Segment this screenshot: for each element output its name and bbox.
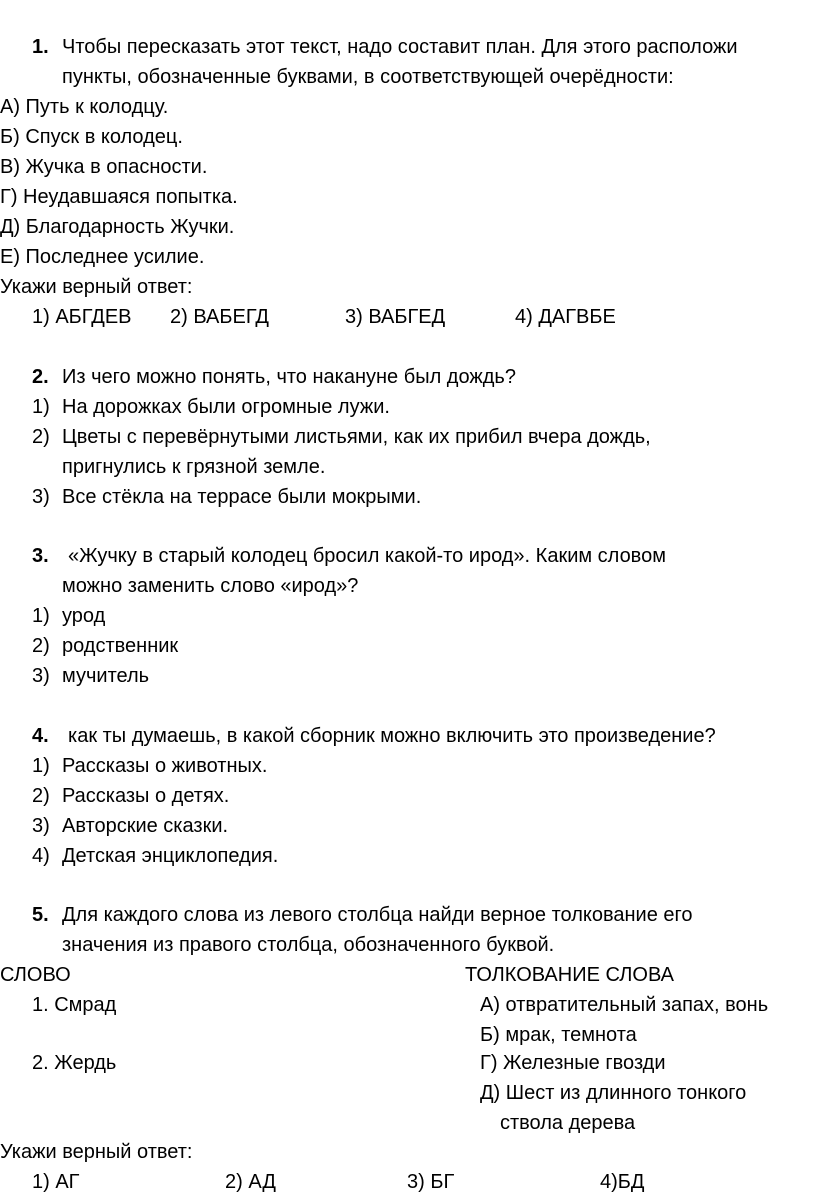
- q3-option-2-number: 2): [32, 635, 50, 657]
- q1-option-3: 3) ВАБГЕД: [345, 306, 446, 328]
- q5-number: 5.: [32, 904, 49, 926]
- q5-meaning-b: Б) мрак, темнота: [480, 1024, 637, 1046]
- q5-text-line2: значения из правого столбца, обозначенного буквой.: [62, 934, 555, 956]
- q1-option-1: 1) АБГДЕВ: [32, 306, 132, 328]
- q5-meaning-a: А) отвратительный запах, вонь: [480, 994, 769, 1016]
- q3-option-1-text: урод: [62, 605, 106, 627]
- q4-option-2-number: 2): [32, 785, 50, 807]
- q5-option-2: 2) АД: [225, 1171, 276, 1193]
- q2-text: Из чего можно понять, что накануне был дождь?: [62, 366, 516, 388]
- q5-meaning-d: Д) Шест из длинного тонкого: [480, 1082, 747, 1104]
- q5-answer-prompt: Укажи верный ответ:: [0, 1141, 193, 1163]
- q1-item-b: Б) Спуск в колодец.: [0, 126, 183, 148]
- q5-word-1: 1. Смрад: [32, 994, 117, 1016]
- q2-option-3-text: Все стёкла на террасе были мокрыми.: [62, 486, 422, 508]
- q2-option-1-text: На дорожках были огромные лужи.: [62, 396, 390, 418]
- q3-text-line2: можно заменить слово «ирод»?: [62, 575, 359, 597]
- q3-option-3-text: мучитель: [62, 665, 150, 687]
- q3-option-1-number: 1): [32, 605, 50, 627]
- q5-word-2: 2. Жердь: [32, 1052, 117, 1074]
- q1-item-v: В) Жучка в опасности.: [0, 156, 208, 178]
- q4-option-3-number: 3): [32, 815, 50, 837]
- q2-option-2-text-cont: пригнулись к грязной земле.: [62, 456, 326, 478]
- q5-meaning-g: Г) Железные гвозди: [480, 1052, 666, 1074]
- q5-option-4: 4)БД: [600, 1171, 645, 1193]
- q2-option-2-text: Цветы с перевёрнутыми листьями, как их прибил вчера дождь,: [62, 426, 651, 448]
- q2-option-1-number: 1): [32, 396, 50, 418]
- q4-option-4-text: Детская энциклопедия.: [62, 845, 279, 867]
- q3-option-3-number: 3): [32, 665, 50, 687]
- q5-left-header: СЛОВО: [0, 964, 71, 986]
- q1-item-a: А) Путь к колодцу.: [0, 96, 169, 118]
- q1-item-d: Д) Благодарность Жучки.: [0, 216, 235, 238]
- q2-option-3-number: 3): [32, 486, 50, 508]
- q4-text: как ты думаешь, в какой сборник можно включить это произведение?: [68, 725, 716, 747]
- q4-option-1-text: Рассказы о животных.: [62, 755, 268, 777]
- q3-number: 3.: [32, 545, 49, 567]
- q4-option-2-text: Рассказы о детях.: [62, 785, 230, 807]
- q1-number: 1.: [32, 36, 49, 58]
- q5-text-line1: Для каждого слова из левого столбца найди верное толкование его: [62, 904, 693, 926]
- q1-item-g: Г) Неудавшаяся попытка.: [0, 186, 238, 208]
- q4-number: 4.: [32, 725, 49, 747]
- q3-text-line1: «Жучку в старый колодец бросил какой-то ирод». Каким словом: [68, 545, 666, 567]
- q5-meaning-d-cont: ствола дерева: [500, 1112, 636, 1134]
- q2-option-2-number: 2): [32, 426, 50, 448]
- q1-option-2: 2) ВАБЕГД: [170, 306, 269, 328]
- q5-option-3: 3) БГ: [407, 1171, 455, 1193]
- q1-answer-prompt: Укажи верный ответ:: [0, 276, 193, 298]
- q1-text-line2: пункты, обозначенные буквами, в соответствующей очерёдности:: [62, 66, 674, 88]
- q1-item-e: Е) Последнее усилие.: [0, 246, 205, 268]
- q2-number: 2.: [32, 366, 49, 388]
- q1-text-line1: Чтобы пересказать этот текст, надо составит план. Для этого расположи: [62, 36, 738, 58]
- q1-option-4: 4) ДАГВБЕ: [515, 306, 616, 328]
- q5-right-header: ТОЛКОВАНИЕ СЛОВА: [465, 964, 674, 986]
- q4-option-4-number: 4): [32, 845, 50, 867]
- q4-option-1-number: 1): [32, 755, 50, 777]
- q3-option-2-text: родственник: [62, 635, 179, 657]
- q4-option-3-text: Авторские сказки.: [62, 815, 229, 837]
- q5-option-1: 1) АГ: [32, 1171, 80, 1193]
